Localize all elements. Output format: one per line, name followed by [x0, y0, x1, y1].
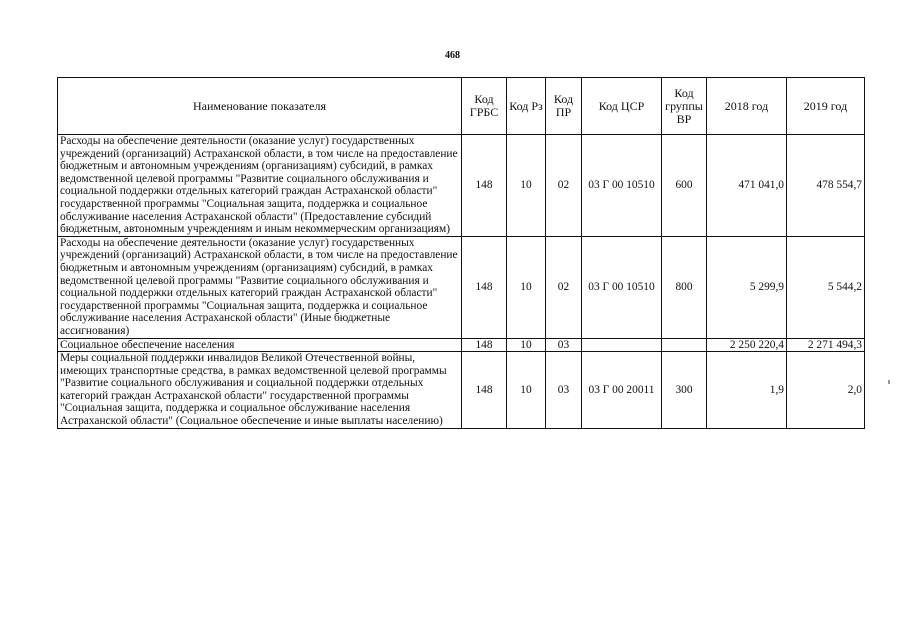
row-grbs: 148 — [462, 338, 507, 352]
page-number: 468 — [445, 50, 460, 61]
row-name: Расходы на обеспечение деятельности (оказание услуг) государственных учреждений (организаций) Астраханской области, в том числе на предоставление бюджетным и автономным учреждениям (организациям) субсидий, в рамках ведомственной целевой программы "Развитие социального обслуживания и социальной поддержки отдельных категорий граждан Астраханской области" государственной программы "Социальная защита, поддержка и социальное обслуживание населения Астраханской области" (Иные бюджетные ассигнования) — [58, 236, 462, 338]
row-vr: 300 — [662, 352, 707, 429]
row-2018: 471 041,0 — [707, 135, 787, 237]
row-rz: 10 — [507, 135, 546, 237]
header-pr: Код ПР — [546, 78, 582, 135]
table-row — [58, 135, 865, 237]
header-2019: 2019 год — [787, 78, 865, 135]
row-vr: 600 — [662, 135, 707, 237]
row-name: Социальное обеспечение населения — [58, 338, 462, 352]
row-pr: 03 — [546, 352, 582, 429]
row-csr: 03 Г 00 20011 — [582, 352, 662, 429]
row-grbs: 148 — [462, 352, 507, 429]
header-vr: Код группы ВР — [662, 78, 707, 135]
row-2019: 2 271 494,3 — [787, 338, 865, 352]
row-rz: 10 — [507, 338, 546, 352]
row-vr: 800 — [662, 236, 707, 338]
row-2019: 2,0 — [787, 352, 865, 429]
row-vr — [662, 338, 707, 352]
header-grbs: Код ГРБС — [462, 78, 507, 135]
header-2018: 2018 год — [707, 78, 787, 135]
row-name: Меры социальной поддержки инвалидов Великой Отечественной войны, имеющих транспортные средства, в рамках ведомственной целевой программы "Развитие социального обслуживания и социальной поддержки отдельных категорий граждан Астраханской области" государственной программы "Социальная защита, поддержка и социальное обслуживание населения Астраханской области" (Социальное обеспечение и иные выплаты населению) — [58, 352, 462, 429]
row-rz: 10 — [507, 352, 546, 429]
scan-mark — [888, 380, 890, 384]
table-row — [58, 236, 865, 338]
row-csr — [582, 338, 662, 352]
row-rz: 10 — [507, 236, 546, 338]
header-rz: Код Рз — [507, 78, 546, 135]
table-header-row — [58, 78, 865, 135]
table-row — [58, 352, 865, 429]
row-pr: 02 — [546, 236, 582, 338]
row-2019: 478 554,7 — [787, 135, 865, 237]
row-name: Расходы на обеспечение деятельности (оказание услуг) государственных учреждений (организаций) Астраханской области, в том числе на предоставление бюджетным и автономным учреждениям (организациям) субсидий, в рамках ведомственной целевой программы "Развитие социального обслуживания и социальной поддержки отдельных категорий граждан Астраханской области" государственной программы "Социальная защита, поддержка и социальное обслуживание населения Астраханской области" (Предоставление субсидий бюджетным, автономным учреждениям и иным некоммерческим организациям) — [58, 135, 462, 237]
header-name: Наименование показателя — [58, 78, 462, 135]
budget-table — [57, 77, 865, 429]
row-2018: 2 250 220,4 — [707, 338, 787, 352]
row-csr: 03 Г 00 10510 — [582, 236, 662, 338]
row-2018: 1,9 — [707, 352, 787, 429]
row-csr: 03 Г 00 10510 — [582, 135, 662, 237]
header-csr: Код ЦСР — [582, 78, 662, 135]
table-row-subtotal — [58, 338, 865, 352]
row-grbs: 148 — [462, 236, 507, 338]
row-2019: 5 544,2 — [787, 236, 865, 338]
row-2018: 5 299,9 — [707, 236, 787, 338]
row-pr: 03 — [546, 338, 582, 352]
row-grbs: 148 — [462, 135, 507, 237]
row-pr: 02 — [546, 135, 582, 237]
